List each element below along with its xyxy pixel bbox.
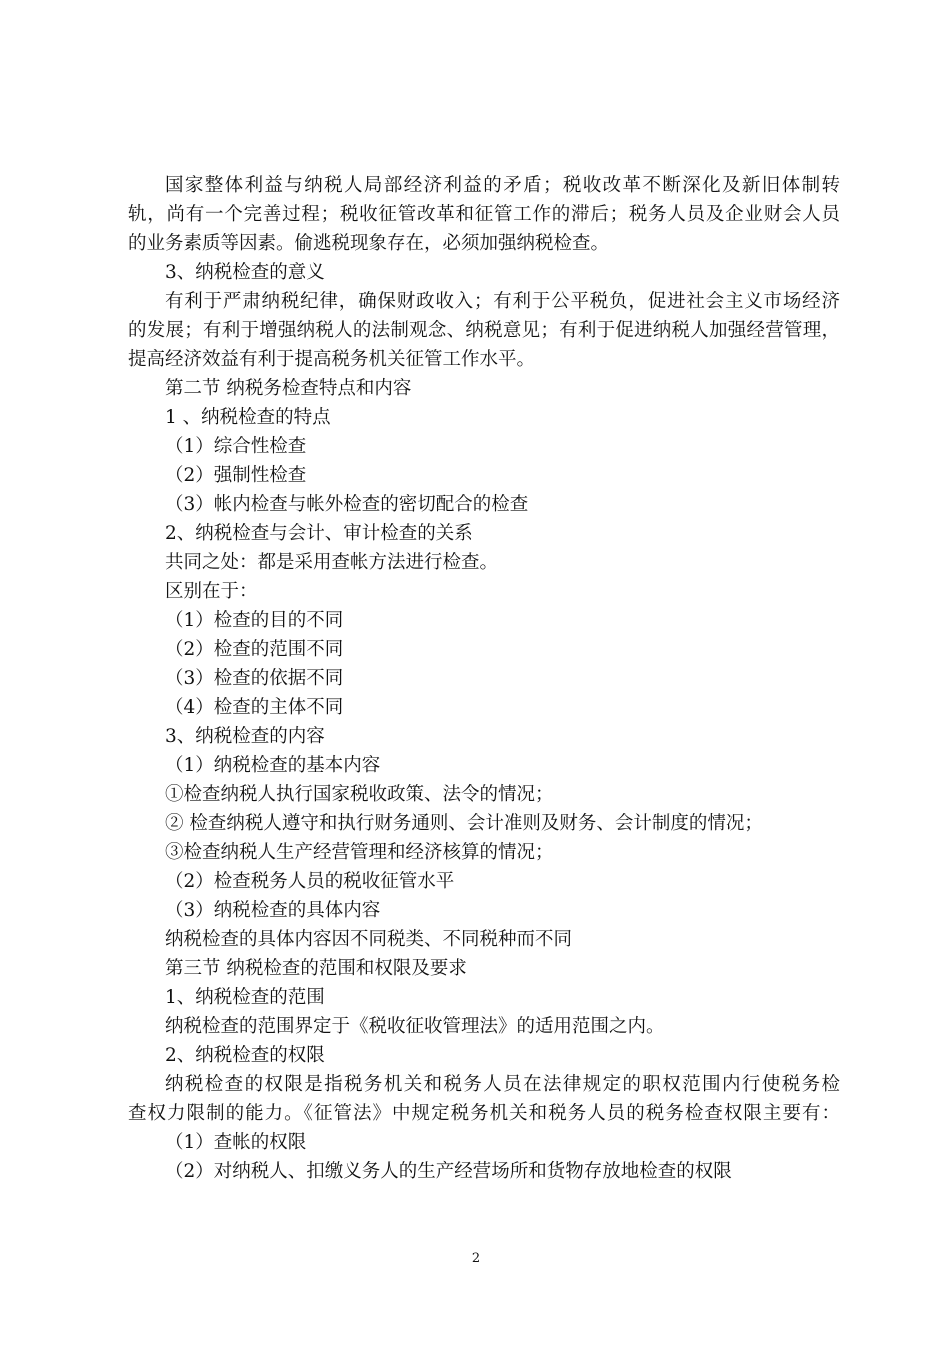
text-line: 国家整体利益与纳税人局部经济利益的矛盾；税收改革不断深化及新旧体制转 — [165, 175, 840, 196]
text-line: 2、纳税检查的权限 — [165, 1045, 325, 1066]
text-line: 的发展；有利于增强纳税人的法制观念、纳税意见；有利于促进纳税人加强经营管理， — [128, 320, 840, 341]
text-line: ③检查纳税人生产经营管理和经济核算的情况； — [165, 842, 554, 863]
text-line: （1）检查的目的不同 — [165, 610, 344, 631]
document-body — [128, 171, 840, 1186]
text-line: （3）纳税检查的具体内容 — [165, 900, 381, 921]
text-line: 2、纳税检查与会计、审计检查的关系 — [165, 523, 473, 544]
text-line: 纳税检查的权限是指税务机关和税务人员在法律规定的职权范围内行使税务检 — [165, 1074, 840, 1095]
text-line: （2）检查的范围不同 — [165, 639, 344, 660]
text-line: （3）帐内检查与帐外检查的密切配合的检查 — [165, 494, 529, 515]
text-line: 1 、纳税检查的特点 — [165, 407, 331, 428]
text-line: 第三节 纳税检查的范围和权限及要求 — [165, 958, 467, 979]
page-number: 2 — [471, 1251, 481, 1266]
text-line: （1）综合性检查 — [165, 436, 307, 457]
text-line: 区别在于： — [165, 581, 258, 602]
text-line: （4）检查的主体不同 — [165, 697, 344, 718]
text-line: 纳税检查的具体内容因不同税类、不同税种而不同 — [165, 929, 573, 950]
text-line: ② 检查纳税人遵守和执行财务通则、会计准则及财务、会计制度的情况； — [165, 813, 763, 834]
text-line: （2）对纳税人、扣缴义务人的生产经营场所和货物存放地检查的权限 — [165, 1161, 732, 1182]
text-line: （2）强制性检查 — [165, 465, 307, 486]
text-line: 的业务素质等因素。偷逃税现象存在，必须加强纳税检查。 — [128, 233, 610, 254]
text-line: （1）纳税检查的基本内容 — [165, 755, 381, 776]
text-line: ①检查纳税人执行国家税收政策、法令的情况； — [165, 784, 554, 805]
text-line: 3、纳税检查的内容 — [165, 726, 325, 747]
text-line: 1、纳税检查的范围 — [165, 987, 325, 1008]
text-line: 纳税检查的范围界定于《税收征收管理法》的适用范围之内。 — [165, 1016, 665, 1037]
text-line: 有利于严肃纳税纪律，确保财政收入；有利于公平税负，促进社会主义市场经济 — [165, 291, 840, 312]
text-line: 第二节 纳税务检查特点和内容 — [165, 378, 412, 399]
text-line: （3）检查的依据不同 — [165, 668, 344, 689]
text-line: 共同之处：都是采用查帐方法进行检查。 — [165, 552, 499, 573]
text-line: 查权力限制的能力。《征管法》中规定税务机关和税务人员的税务检查权限主要有： — [128, 1103, 840, 1124]
text-line: （1）查帐的权限 — [165, 1132, 307, 1153]
text-line: （2）检查税务人员的税收征管水平 — [165, 871, 455, 892]
text-line: 3、纳税检查的意义 — [165, 262, 325, 283]
text-line: 轨，尚有一个完善过程；税收征管改革和征管工作的滞后；税务人员及企业财会人员 — [128, 204, 840, 225]
text-line: 提高经济效益有利于提高税务机关征管工作水平。 — [128, 349, 536, 370]
